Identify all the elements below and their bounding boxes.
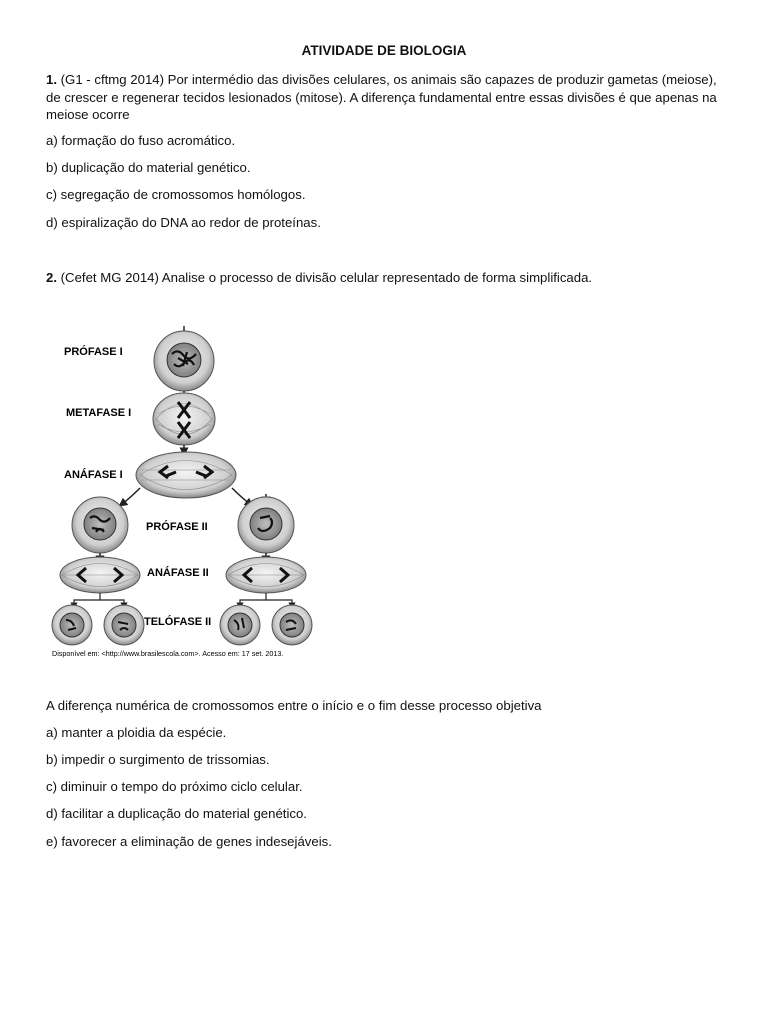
label-anaphase-1: ANÁFASE I	[64, 469, 123, 481]
telophase-2-cell-4	[272, 605, 312, 645]
label-prophase-1: PRÓFASE I	[64, 346, 123, 358]
q1-option-b: b) duplicação do material genético.	[46, 160, 251, 175]
telophase-2-cell-1	[52, 605, 92, 645]
q1-option-a: a) formação do fuso acromático.	[46, 133, 236, 148]
question-1-statement: (G1 - cftmg 2014) Por intermédio das divisões celulares, os animais são capazes de produzir gametas (meiose), de crescer e regenerar tecidos lesionados (mitose). A diferença fundamental entre essas divisões é que apenas na meiose ocorre	[46, 72, 717, 122]
prophase-2-right-cell	[238, 494, 294, 553]
question-1-number: 1.	[46, 72, 57, 87]
q1-option-d: d) espiralização do DNA ao redor de proteínas.	[46, 215, 321, 230]
question-2-text	[46, 270, 592, 285]
q2-option-d: d) facilitar a duplicação do material genético.	[46, 806, 307, 821]
figure-source: Disponível em: <http://www.brasilescola.com>. Acesso em: 17 set. 2013.	[52, 649, 284, 658]
q2-option-a: a) manter a ploidia da espécie.	[46, 725, 227, 740]
question-2-statement: (Cefet MG 2014) Analise o processo de divisão celular representado de forma simplificada.	[57, 270, 593, 285]
label-anaphase-2: ANÁFASE II	[147, 567, 209, 579]
question-2-number: 2.	[46, 270, 57, 285]
q2-option-b: b) impedir o surgimento de trissomias.	[46, 752, 270, 767]
metaphase-1-cell	[153, 393, 215, 445]
label-prophase-2: PRÓFASE II	[146, 521, 208, 533]
meiosis-diagram	[44, 318, 326, 662]
prophase-1-cell	[154, 326, 214, 391]
anaphase-2-left-cell	[60, 557, 140, 593]
label-metaphase-1: METAFASE I	[66, 407, 132, 419]
page-title: ATIVIDADE DE BIOLOGIA	[301, 43, 467, 58]
q2-option-c: c) diminuir o tempo do próximo ciclo celular.	[46, 779, 303, 794]
question-2-prompt: A diferença numérica de cromossomos entre o início e o fim desse processo objetiva	[46, 698, 542, 713]
telophase-2-cell-3	[220, 605, 260, 645]
anaphase-1-cell	[136, 452, 236, 498]
prophase-2-left-cell	[72, 497, 128, 553]
anaphase-2-right-cell	[226, 557, 306, 593]
telophase-2-cell-2	[104, 605, 144, 645]
question-1-text	[46, 71, 726, 124]
label-telophase-2: TELÓFASE II	[144, 616, 212, 628]
q1-option-c: c) segregação de cromossomos homólogos.	[46, 187, 306, 202]
q2-option-e: e) favorecer a eliminação de genes indesejáveis.	[46, 834, 332, 849]
